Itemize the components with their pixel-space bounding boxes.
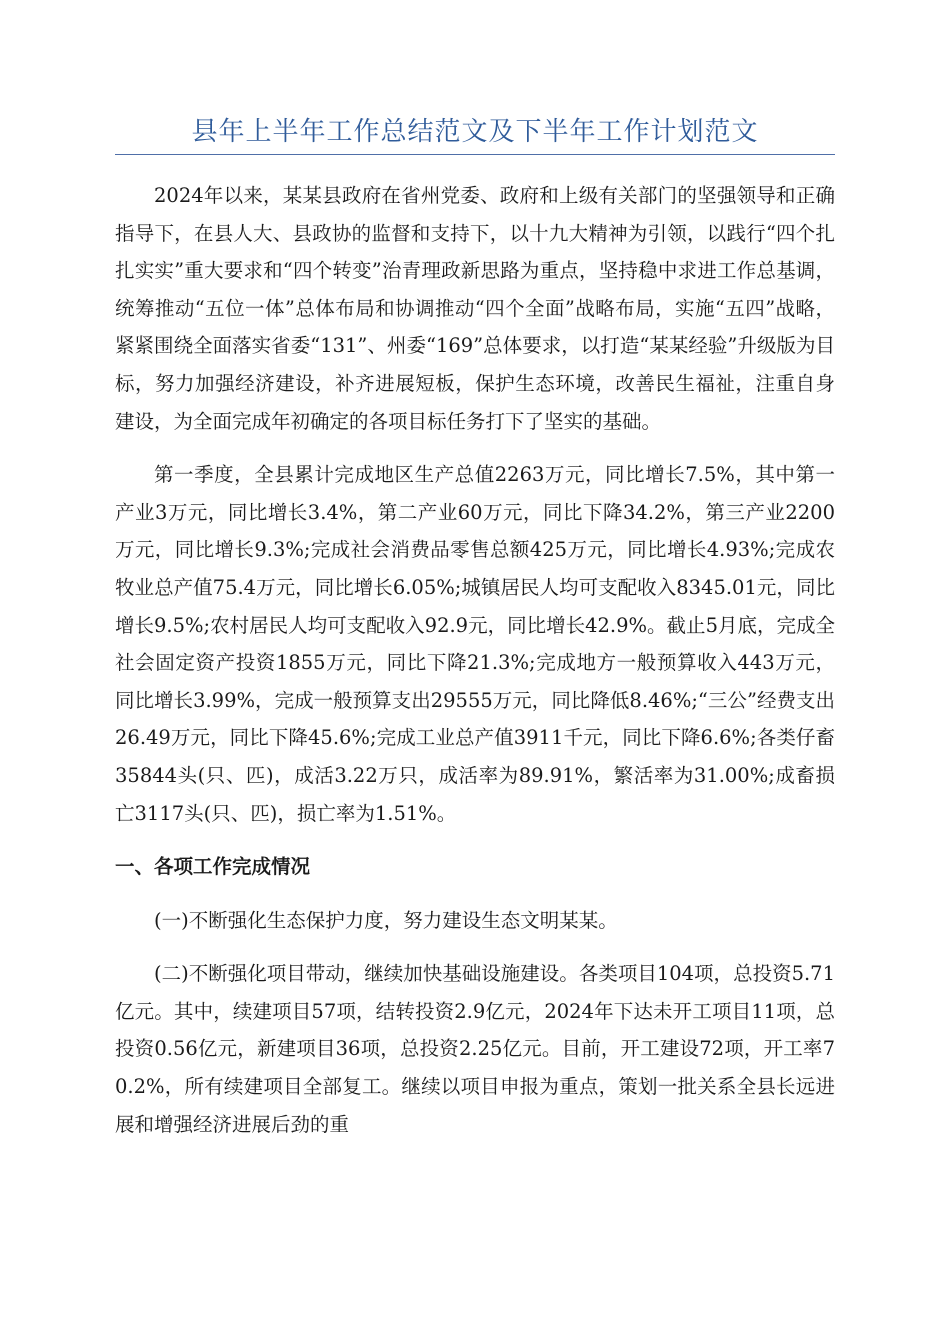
paragraph-projects: (二)不断强化项目带动，继续加快基础设施建设。各类项目104项，总投资5.71亿元。其中，续建项目57项，结转投资2.9亿元，2024年下达未开工项目11项，总投资0.56亿元，新建项目36项，总投资2.25亿元。目前，开工建设72项，开工率70.2%，所有续建项目全部复工。继续以项目申报为重点，策划一批关系全县长远进展和增强经济进展后劲的重 [115,962,835,1136]
paragraph-intro: 2024年以来，某某县政府在省州党委、政府和上级有关部门的坚强领导和正确指导下，在县人大、县政协的监督和支持下，以十九大精神为引领，以践行“四个扎扎实实”重大要求和“四个转变”治青理政新思路为重点，坚持稳中求进工作总基调，统筹推动“五位一体”总体布局和协调推动“四个全面”战略布局，实施“五四”战略，紧紧围绕全面落实省委“131”、州委“169”总体要求，以打造“某某经验”升级版为目标，努力加强经济建设，补齐进展短板，保护生态环境，改善民生福祉，注重自身建设，为全面完成年初确定的各项目标任务打下了坚实的基础。 [115,184,835,433]
document-page [115,112,835,1159]
paragraph-economic-data: 第一季度，全县累计完成地区生产总值2263万元，同比增长7.5%，其中第一产业3万元，同比增长3.4%，第二产业60万元，同比下降34.2%，第三产业2200万元，同比增长9.3%;完成社会消费品零售总额425万元，同比增长4.93%;完成农牧业总产值75.4万元，同比增长6.05%;城镇居民人均可支配收入8345.01元，同比增长9.5%;农村居民人均可支配收入92.9元，同比增长42.9%。截止5月底，完成全社会固定资产投资1855万元，同比下降21.3%;完成地方一般预算收入443万元，同比增长3.99%，完成一般预算支出29555万元，同比降低8.46%;“三公”经费支出26.49万元，同比下降45.6%;完成工业总产值3911千元，同比下降6.6%;各类仔畜35844头(只、匹)，成活3.22万只，成活率为89.91%，繁活率为31.00%;成畜损亡3117头(只、匹)，损亡率为1.51%。 [115,463,835,825]
paragraph-ecology: (一)不断强化生态保护力度，努力建设生态文明某某。 [154,908,618,932]
section-heading: 一、各项工作完成情况 [115,855,311,879]
document-title: 县年上半年工作总结范文及下半年工作计划范文 [115,112,835,155]
